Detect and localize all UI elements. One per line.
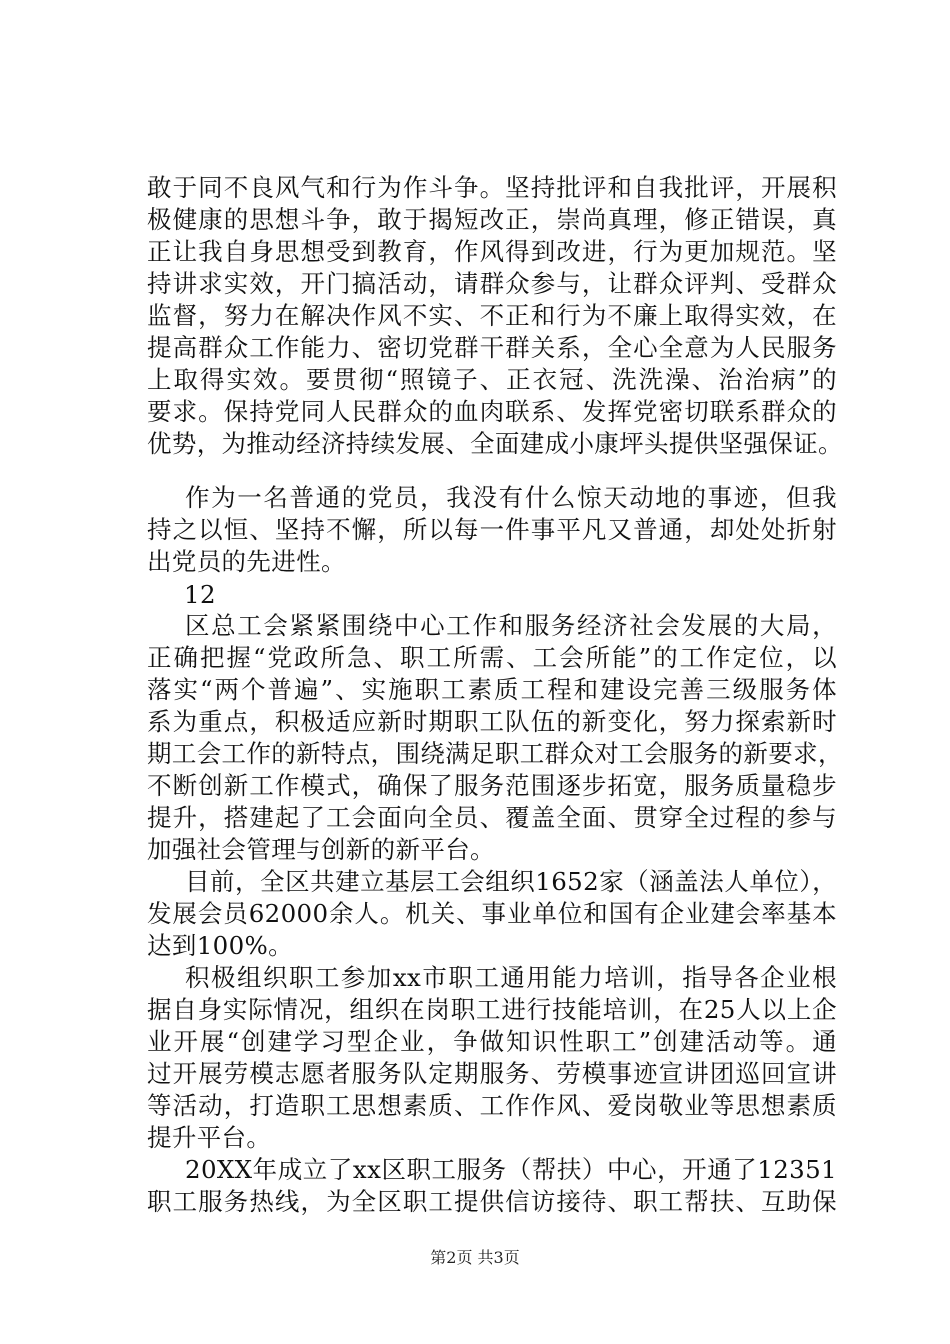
text-line: 正确把握“党政所急、职工所需、工会所能”的工作定位，以 — [147, 643, 837, 672]
text-line: 达到100%。 — [147, 931, 293, 960]
text-line: 落实“两个普遍”、实施职工素质工程和建设完善三级服务体 — [147, 675, 837, 704]
text-line: 要求。保持党同人民群众的血肉联系、发挥党密切联系群众的 — [147, 397, 837, 426]
text-line: 加强社会管理与创新的新平台。 — [147, 835, 495, 864]
text-line: 不断创新工作模式，确保了服务范围逐步拓宽，服务质量稳步 — [147, 771, 837, 800]
text-line: 等活动，打造职工思想素质、工作作风、爱岗敬业等思想素质 — [147, 1091, 837, 1120]
text-line: 正让我自身思想受到教育，作风得到改进，行为更加规范。坚 — [147, 237, 837, 266]
text-line: 发展会员62000余人。机关、事业单位和国有企业建会率基本 — [147, 899, 837, 928]
text-line: 职工服务热线，为全区职工提供信访接待、职工帮扶、互助保 — [147, 1187, 837, 1216]
text-line: 出党员的先进性。 — [147, 547, 346, 576]
text-line: 上取得实效。要贯彻“照镜子、正衣冠、洗洗澡、治治病”的 — [147, 365, 837, 394]
text-line: 积极组织职工参加xx市职工通用能力培训，指导各企业根 — [185, 963, 837, 992]
text-line: 据自身实际情况，组织在岗职工进行技能培训，在25人以上企 — [147, 995, 837, 1024]
text-line: 作为一名普通的党员，我没有什么惊天动地的事迹，但我 — [185, 483, 837, 512]
text-line: 过开展劳模志愿者服务队定期服务、劳模事迹宣讲团巡回宣讲 — [147, 1059, 837, 1088]
section-number: 12 — [184, 580, 216, 609]
text-line: 提升，搭建起了工会面向全员、覆盖全面、贯穿全过程的参与 — [147, 803, 837, 832]
text-line: 敢于同不良风气和行为作斗争。坚持批评和自我批评，开展积 — [147, 173, 837, 202]
text-line: 业开展“创建学习型企业，争做知识性职工”创建活动等。通 — [147, 1027, 837, 1056]
text-line: 持讲求实效，开门搞活动，请群众参与，让群众评判、受群众 — [147, 269, 837, 298]
text-line: 20XX年成立了xx区职工服务（帮扶）中心，开通了12351 — [185, 1155, 837, 1184]
text-line: 优势，为推动经济持续发展、全面建成小康坪头提供坚强保证。 — [147, 429, 843, 458]
text-line: 持之以恒、坚持不懈，所以每一件事平凡又普通，却处处折射 — [147, 515, 837, 544]
text-line: 提高群众工作能力、密切党群干群关系，全心全意为人民服务 — [147, 333, 837, 362]
text-line: 监督，努力在解决作风不实、不正和行为不廉上取得实效，在 — [147, 301, 837, 330]
text-line: 系为重点，积极适应新时期职工队伍的新变化，努力探索新时 — [147, 707, 837, 736]
text-line: 期工会工作的新特点，围绕满足职工群众对工会服务的新要求， — [147, 739, 843, 768]
text-line: 极健康的思想斗争，敢于揭短改正，崇尚真理，修正错误，真 — [147, 205, 837, 234]
text-line: 提升平台。 — [147, 1123, 272, 1152]
page-footer: 第2页 共3页 — [430, 1248, 520, 1267]
text-line: 目前，全区共建立基层工会组织1652家（涵盖法人单位）， — [185, 867, 837, 896]
text-line: 区总工会紧紧围绕中心工作和服务经济社会发展的大局， — [185, 611, 837, 640]
